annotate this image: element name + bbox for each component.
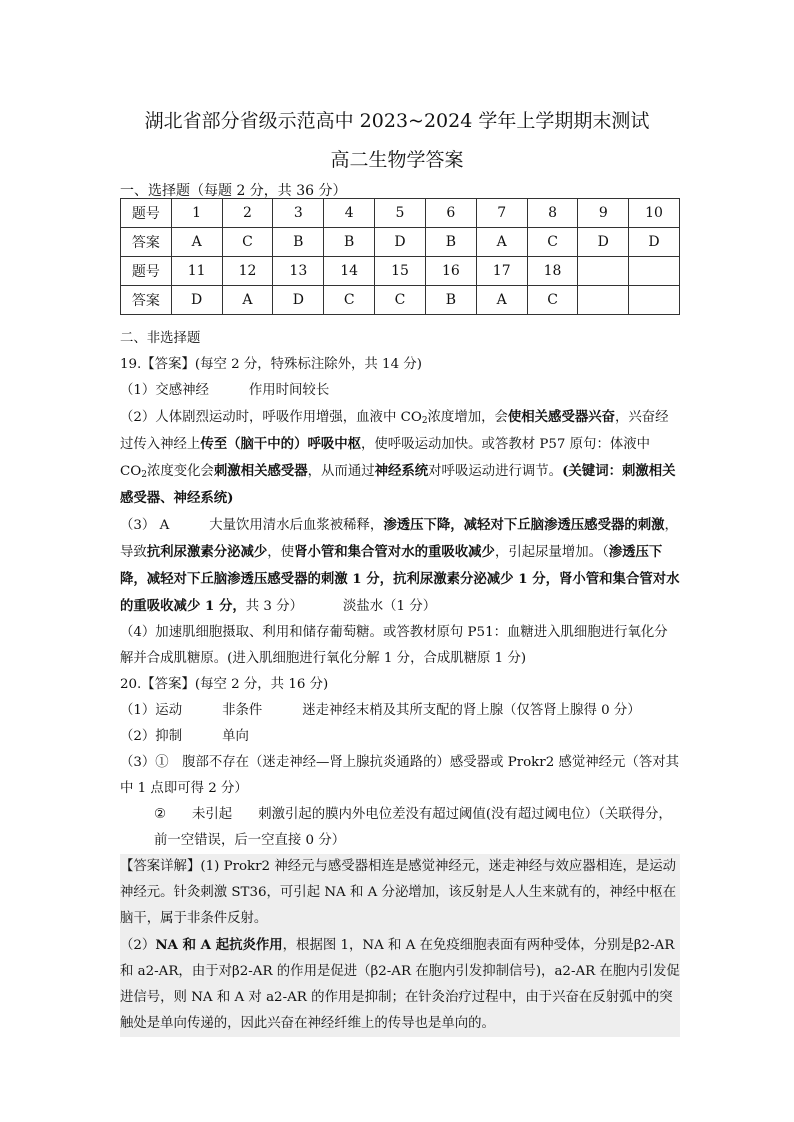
text: ，引起尿量增加。（ [494,545,609,560]
answer-table-cell: 10 [629,199,680,228]
q19-p1-b: 作用时间较长 [248,383,330,398]
text: 未引起 [192,807,233,822]
answer-table-cell: D [375,228,426,257]
text: 淡盐水（1 分） [342,599,437,614]
answer-table-cell: C [324,286,375,315]
q19-part2 [120,404,680,512]
key-text: 传至（脑干中的）呼吸中枢 [200,436,362,452]
answer-table-cell: 6 [425,199,476,228]
text: ，根据图 1，NA 和 A 在免疫细胞表面有两种受体，分别是β2-AR 和 a2-AR，由于对β2-AR 的作用是促进（β2-AR 在胞内引发抑制信号)，a2-AR 在胞内引发促进信号，则 NA 和 A 对 a2-AR 的作用是抑制；在针灸治疗过程中，由于兴奋在反射弧中的突触处是单向传递的，因此兴奋在神经纤维上的传导也是单向的。 [120,938,680,1031]
answer-table-cell: C [527,228,578,257]
answer-table-cell: D [629,228,680,257]
answer-table-cell: 7 [476,199,527,228]
section2 [120,326,680,1037]
answer-table-row-header: 答案 [121,286,172,315]
key-text: 使相关感受器兴奋 [507,409,616,425]
text: ，使呼吸运动加快。或答教材 P57 原句：体液中 CO [120,437,651,479]
key-text: 肾小管和集合管对水的重吸收减少 [294,544,495,560]
text: （1）运动 [120,703,183,718]
answer-table-row [121,228,680,257]
subscript: 2 [141,470,147,480]
answer-table-cell: D [273,286,324,315]
q20-part1 [120,698,680,724]
text: 单向 [222,729,249,744]
q19-part4: （4）加速肌细胞摄取、利用和储存葡萄糖。或答教材原句 P51：血糖进入肌细胞进行氧化分解并合成肌糖原。(进入肌细胞进行氧化分解 1 分，合成肌糖原 1 分) [120,625,668,666]
text: 非条件 [222,703,263,718]
answer-table-row [121,199,680,228]
text: 浓度增加，会 [427,410,508,425]
answer-table-cell: 4 [324,199,375,228]
key-text: 渗透压下降，减轻对下丘脑渗透压感受器的刺激 1 分，抗利尿激素分泌减少 1 分，肾小管和集合管对水的重吸收减少 1 分， [120,544,680,614]
key-text: NA 和 A 起抗炎作用 [155,937,283,953]
answer-table [120,198,680,315]
answer-table-row-header: 题号 [121,257,172,286]
answer-table-cell: B [273,228,324,257]
text: ，从而通过 [307,464,375,479]
key-text: 刺激相关感受器 [213,463,308,479]
answer-table-cell: 9 [578,199,629,228]
key-text: 渗透压下降，减轻对下丘脑渗透压感受器的刺激 [383,517,665,533]
answer-table-cell [629,257,680,286]
q19-part1 [120,378,680,404]
detail-part2 [120,932,680,1037]
text: ，导致 [120,518,678,560]
answer-table-cell: 8 [527,199,578,228]
answer-table-cell: 1 [171,199,222,228]
answer-table-cell: 3 [273,199,324,228]
page-title: 湖北省部分省级示范高中 2023~2024 学年上学期期末测试 [144,110,650,132]
text: A [159,518,170,533]
q19-part3 [120,512,680,620]
text: 刺激引起的膜内外电位差没有超过阈值(没有超过阈电位）（关联得分，前一空错误，后一空直接 0 分） [154,807,672,848]
answer-table-cell [629,286,680,315]
text: 共 3 分） [245,599,303,614]
key-text: 神经系统 [374,463,429,479]
q20-part3-1: （3）① 腹部不存在（迷走神经—肾上腺抗炎通路的）感受器或 Prokr2 感觉神经元（答对其中 1 点即可得 2 分） [120,755,679,796]
text: 对呼吸运动进行调节。 [428,464,563,479]
text: 大量饮用清水后血浆被稀释， [209,518,384,533]
answer-table-cell: B [425,286,476,315]
answer-table-cell: A [222,286,273,315]
text: （2）人体剧烈运动时，呼吸作用增强，血液中 CO [120,410,422,425]
page-subtitle: 高二生物学答案 [330,149,464,171]
answer-table-cell: D [578,228,629,257]
text: （2）抑制 [120,729,183,744]
text: 浓度变化会 [146,464,214,479]
text: ，兴奋经过传入神经上 [120,410,669,452]
q20-part2 [120,724,680,750]
answer-table-cell: 2 [222,199,273,228]
text: （2） [120,938,156,953]
answer-table-cell [578,257,629,286]
answer-table-cell: 11 [171,257,222,286]
answer-table-cell: 14 [324,257,375,286]
answer-table-cell: A [476,286,527,315]
q19-heading: 19.【答案】(每空 2 分，特殊标注除外，共 14 分) [120,357,422,372]
detail-part1: 【答案详解】(1) Prokr2 神经元与感受器相连是感觉神经元，迷走神经与效应器相连，是运动神经元。针灸刺激 ST36，可引起 NA 和 A 分泌增加，该反射是人人生来就有的，神经中枢在脑干，属于非条件反射。 [120,859,677,926]
answer-table-row-header: 答案 [121,228,172,257]
answer-table-cell: C [222,228,273,257]
answer-table-cell: 5 [375,199,426,228]
answer-table-cell: A [171,228,222,257]
q19-p1-a: （1）交感神经 [120,383,209,398]
answer-table-cell: B [324,228,375,257]
q20-part3-2 [120,802,680,854]
answer-table-cell: A [476,228,527,257]
q20-heading: 20.【答案】(每空 2 分，共 16 分) [120,677,329,692]
subscript: 2 [421,416,428,426]
text: ② [154,807,167,822]
answer-table-row [121,257,680,286]
answer-detail [120,854,680,1037]
answer-table-cell: 13 [273,257,324,286]
key-text: 抗利尿激素分泌减少 [146,544,268,560]
key-text: (关键词：刺激相关感受器、神经系统) [120,463,676,506]
answer-table-cell: 16 [425,257,476,286]
answer-table-cell [578,286,629,315]
answer-table-cell: D [171,286,222,315]
answer-table-cell: 12 [222,257,273,286]
text: （3） [120,518,156,533]
answer-table-cell: 18 [527,257,578,286]
answer-table-cell: B [425,228,476,257]
text: ，使 [267,545,295,560]
answer-table-cell: C [527,286,578,315]
answer-table-cell: 15 [375,257,426,286]
section1-heading: 一、选择题（每题 2 分，共 36 分） [120,183,347,199]
answer-table-row [121,286,680,315]
section2-heading: 二、非选择题 [120,331,201,346]
answer-table-cell: 17 [476,257,527,286]
answer-table-cell: C [375,286,426,315]
text: 迷走神经末梢及其所支配的肾上腺（仅答肾上腺得 0 分） [302,703,641,718]
answer-table-row-header: 题号 [121,199,172,228]
